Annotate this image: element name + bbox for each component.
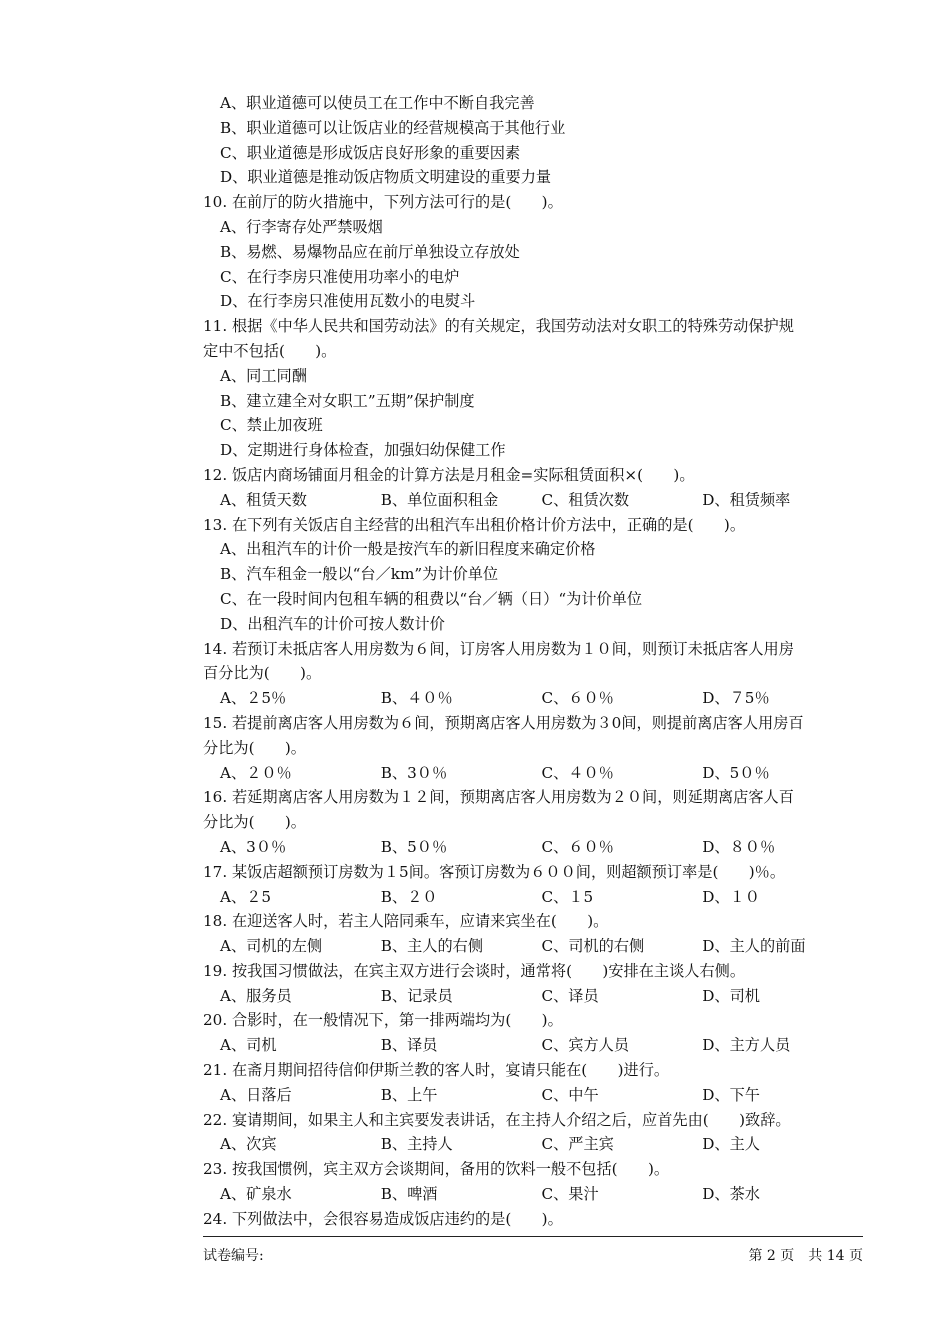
- option-item: A、司机的左侧: [220, 937, 323, 956]
- option-item: B、２０: [380, 887, 438, 906]
- option-item: C、６０％: [541, 837, 614, 856]
- option-row: [203, 1083, 863, 1108]
- question-text: 10. 在前厅的防火措施中，下列方法可行的是( )。: [203, 193, 563, 212]
- option-row: [203, 934, 863, 959]
- option-item: B、职业道德可以让饭店业的经营规模高于其他行业: [220, 118, 566, 137]
- option-item: D、主人: [702, 1135, 760, 1154]
- option-item: A、司机: [220, 1036, 277, 1055]
- option-item: A、同工同酬: [220, 366, 307, 385]
- exam-number-label: 试卷编号:: [203, 1248, 264, 1264]
- option-item: A、矿泉水: [220, 1185, 292, 1204]
- option-item: C、职业道德是形成饭店良好形象的重要因素: [220, 143, 521, 162]
- page-footer: [203, 1236, 863, 1265]
- option-item: C、禁止加夜班: [220, 416, 323, 435]
- option-item: C、租赁次数: [541, 490, 630, 509]
- question-text: 11. 根据《中华人民共和国劳动法》的有关规定，我国劳动法对女职工的特殊劳动保护规: [203, 317, 794, 336]
- option-item: B、上午: [380, 1085, 438, 1104]
- option-item: A、行李寄存处严禁吸烟: [220, 217, 383, 236]
- option-row: [203, 686, 863, 711]
- option-item: B、单位面积租金: [380, 490, 499, 509]
- option-item: A、２5％: [220, 689, 287, 708]
- option-item: D、出租汽车的计价可按人数计价: [220, 614, 445, 633]
- option-row: [203, 761, 863, 786]
- question-text: 22. 宴请期间，如果主人和主宾要发表讲话，在主持人介绍之后，应首先由( )致辞。: [203, 1110, 791, 1129]
- option-row: [203, 1132, 863, 1157]
- question-text: 12. 饭店内商场铺面月租金的计算方法是月租金=实际租赁面积×( )。: [203, 465, 695, 484]
- option-item: D、８０％: [702, 837, 776, 856]
- exam-content: [203, 91, 863, 1232]
- option-item: A、日落后: [220, 1085, 292, 1104]
- option-item: C、司机的右侧: [541, 937, 645, 956]
- option-item: B、主人的右侧: [380, 937, 484, 956]
- question-text: 18. 在迎送客人时，若主人陪同乘车，应请来宾坐在( )。: [203, 912, 609, 931]
- question-text: 24. 下列做法中，会很容易造成饭店违约的是( )。: [203, 1209, 563, 1228]
- option-item: B、汽车租金一般以“台／km”为计价单位: [220, 565, 499, 584]
- option-item: C、译员: [541, 986, 599, 1005]
- option-item: C、１5: [541, 887, 594, 906]
- option-item: C、果汁: [541, 1185, 599, 1204]
- question-text: 14. 若预订未抵店客人用房数为６间，订房客人用房数为１０间，则预订未抵店客人用房: [203, 639, 794, 658]
- option-item: A、２5: [220, 887, 272, 906]
- option-item: D、司机: [702, 986, 760, 1005]
- question-text: 分比为( )。: [203, 813, 306, 832]
- option-row: [203, 885, 863, 910]
- question-text: 21. 在斋月期间招待信仰伊斯兰教的客人时，宴请只能在( )进行。: [203, 1061, 670, 1080]
- option-item: B、４０％: [380, 689, 453, 708]
- option-row: [203, 1033, 863, 1058]
- option-item: D、租赁频率: [702, 490, 791, 509]
- option-item: A、租赁天数: [220, 490, 307, 509]
- page-number: 第 2 页 共 14 页: [748, 1248, 863, 1264]
- option-row: [203, 488, 863, 513]
- option-item: A、3０％: [220, 837, 287, 856]
- option-item: D、在行李房只准使用瓦数小的电熨斗: [220, 292, 476, 311]
- question-text: 20. 合影时，在一般情况下，第一排两端均为( )。: [203, 1011, 563, 1030]
- question-text: 15. 若提前离店客人用房数为６间，预期离店客人用房数为３0间，则提前离店客人用房百: [203, 713, 804, 732]
- option-item: D、１０: [702, 887, 760, 906]
- option-item: D、７5％: [702, 689, 770, 708]
- option-item: B、3０％: [380, 763, 448, 782]
- option-item: A、职业道德可以使员工在工作中不断自我完善: [220, 94, 535, 112]
- option-item: B、译员: [380, 1036, 438, 1055]
- option-row: [203, 835, 863, 860]
- option-item: C、中午: [541, 1085, 599, 1104]
- question-text: 17. 某饭店超额预订房数为１5间。客预订房数为６００间，则超额预订率是( )％。: [203, 862, 786, 881]
- question-text: 分比为( )。: [203, 738, 306, 757]
- option-item: A、２０％: [220, 763, 292, 782]
- question-text: 23. 按我国惯例，宾主双方会谈期间，备用的饮料一般不包括( )。: [203, 1160, 670, 1179]
- option-item: C、严主宾: [541, 1135, 614, 1154]
- option-item: C、在一段时间内包租车辆的租费以“台／辆（日）“为计价单位: [220, 589, 643, 608]
- option-item: D、下午: [702, 1085, 760, 1104]
- question-text: 定中不包括( )。: [203, 341, 337, 360]
- option-item: B、5０％: [380, 837, 448, 856]
- option-item: B、记录员: [380, 986, 453, 1005]
- option-item: D、职业道德是推动饭店物质文明建设的重要力量: [220, 168, 552, 187]
- question-text: 16. 若延期离店客人用房数为１２间，预期离店客人用房数为２０间，则延期离店客人百: [203, 788, 794, 807]
- question-text: 19. 按我国习惯做法，在宾主双方进行会谈时，通常将( )安排在主谈人右侧。: [203, 961, 746, 980]
- option-item: D、茶水: [702, 1185, 760, 1204]
- option-item: B、啤酒: [380, 1185, 438, 1204]
- option-item: C、４０％: [541, 763, 614, 782]
- option-item: A、服务员: [220, 986, 292, 1005]
- question-text: 13. 在下列有关饭店自主经营的出租汽车出租价格计价方法中，正确的是( )。: [203, 515, 746, 534]
- option-item: B、建立建全对女职工”五期”保护制度: [220, 391, 475, 410]
- option-item: C、６０％: [541, 689, 614, 708]
- option-row: [203, 984, 863, 1009]
- option-item: A、次宾: [220, 1135, 277, 1154]
- question-text: 百分比为( )。: [203, 664, 322, 683]
- option-item: D、5０％: [702, 763, 770, 782]
- option-item: B、主持人: [380, 1135, 453, 1154]
- option-item: B、易燃、易爆物品应在前厅单独设立存放处: [220, 242, 520, 261]
- option-item: A、出租汽车的计价一般是按汽车的新旧程度来确定价格: [220, 540, 596, 559]
- option-item: D、主方人员: [702, 1036, 791, 1055]
- option-item: D、定期进行身体检查，加强妇幼保健工作: [220, 441, 506, 460]
- option-item: D、主人的前面: [702, 937, 806, 956]
- option-item: C、宾方人员: [541, 1036, 630, 1055]
- option-item: C、在行李房只准使用功率小的电炉: [220, 267, 460, 286]
- option-row: [203, 1182, 863, 1207]
